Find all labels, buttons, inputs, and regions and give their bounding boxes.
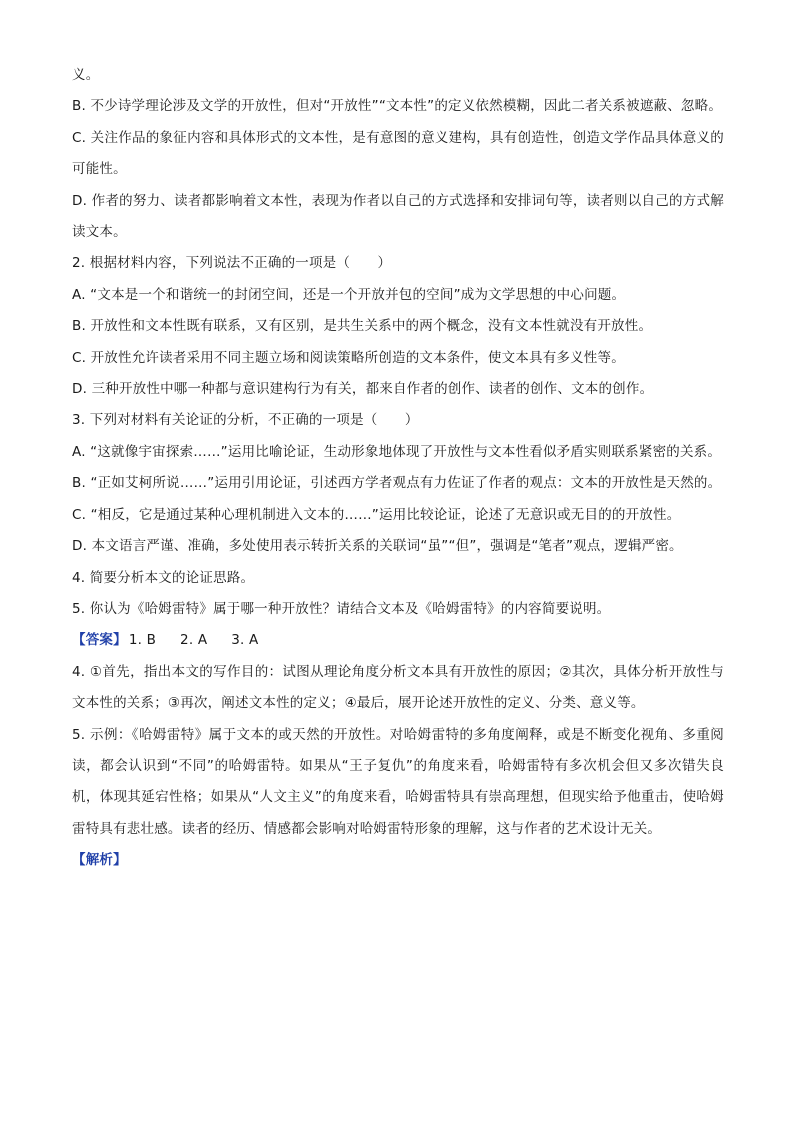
answer-1: 1. B (128, 632, 157, 649)
q1-option-b: B. 不少诗学理论涉及文学的开放性，但对“开放性”“文本性”的定义依然模糊，因此二者关系被遮蔽、忽略。 (72, 98, 723, 115)
answer-5: 5. 示例：《哈姆雷特》属于文本的或天然的开放性。对哈姆雷特的多角度阐释，或是不断变化视角、多重阅读，都会认识到“不同”的哈姆雷特。如果从“王子复仇”的角度来看，哈姆雷特有多次机会但又多次错失良机，体现其延宕性格；如果从“人文主义”的角度来看，哈姆雷特具有崇高理想，但现实给予他重击，使哈姆雷特具有悲壮感。读者的经历、情感都会影响对哈姆雷特形象的理解，这与作者的艺术设计无关。 (72, 726, 724, 837)
option-a-continuation: 义。 (72, 67, 100, 83)
q1-option-c: C. 关注作品的象征内容和具体形式的文本性，是有意图的意义建构，具有创造性，创造文学作品具体意义的可能性。 (72, 129, 724, 178)
q3-option-c: C. “相反，它是通过某种心理机制进入文本的……”运用比较论证，论述了无意识或无目的的开放性。 (72, 506, 681, 523)
q2-option-a: A. “文本是一个和谐统一的封闭空间，还是一个开放并包的空间”成为文学思想的中心问题。 (72, 286, 626, 303)
question-3: 3. 下列对材料有关论证的分析，不正确的一项是（ ） (72, 412, 419, 429)
question-5: 5. 你认为《哈姆雷特》属于哪一种开放性？请结合文本及《哈姆雷特》的内容简要说明。 (72, 600, 611, 617)
analysis-tag: 【解析】 (72, 852, 127, 869)
answer-4: 4. ①首先，指出本文的写作目的：试图从理论角度分析文本具有开放性的原因；②其次，具体分析开放性与文本性的关系；③再次，阐述文本性的定义；④最后，展开论述开放性的定义、分类、意义等。 (72, 663, 724, 712)
q3-option-d: D. 本文语言严谨、准确，多处使用表示转折关系的关联词“虽”“但”，强调是“笔者”观点，逻辑严密。 (72, 538, 683, 555)
q2-option-c: C. 开放性允许读者采用不同主题立场和阅读策略所创造的文本条件，使文本具有多义性等。 (72, 349, 625, 366)
q1-option-d: D. 作者的努力、读者都影响着文本性，表现为作者以自己的方式选择和安排词句等，读者则以自己的方式解读文本。 (72, 192, 724, 241)
answer-2: 2. A (180, 632, 208, 649)
q3-option-a: A. “这就像宇宙探索……”运用比喻论证，生动形象地体现了开放性与文本性看似矛盾实则联系紧密的关系。 (72, 443, 722, 460)
answer-line (72, 625, 724, 656)
analysis-line (72, 845, 724, 876)
question-4: 4. 简要分析本文的论证思路。 (72, 569, 255, 586)
answer-tag: 【答案】 (72, 632, 127, 649)
question-2: 2. 根据材料内容，下列说法不正确的一项是（ ） (72, 255, 392, 272)
q2-option-d: D. 三种开放性中哪一种都与意识建构行为有关，都来自作者的创作、读者的创作、文本的创作。 (72, 381, 654, 398)
q3-option-b: B. “正如艾柯所说……”运用引用论证，引述西方学者观点有力佐证了作者的观点：文本的开放性是天然的。 (72, 475, 722, 492)
document-body (72, 60, 724, 877)
q2-option-b: B. 开放性和文本性既有联系，又有区别，是共生关系中的两个概念，没有文本性就没有开放性。 (72, 318, 653, 335)
answer-3: 3. A (231, 632, 259, 649)
